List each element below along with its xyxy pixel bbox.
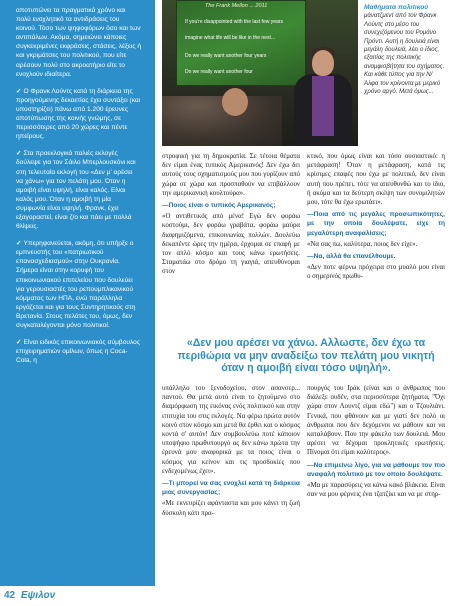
magazine-name: Εψιλον — [20, 590, 56, 601]
paragraph: στροφική για τη δημοκρατία. Σε τέτοια θέματα δεν είμαι ένας τυπικός Αμερικανός! Δεν έχω δει αυτούς τους σχηματισμούς μου που γυρίζουν από χώρα σε χώρα και προσπαθούν να επιβάλλουν την αμερικανική κουλτούρα». — [162, 153, 300, 197]
paragraph: υπάλληλο του ξενοδοχείου, στον ασανσερ... παντού. Θα μετά αυτό είναι το ζητούμενο στο διαμόρφωση της εικόνας ενός πολιτικού και στην επιτυχία του στις εκλογές. Να φέρω πρώτα αυτόν κοινό στον κόσμο και μετά θα έρθει και ο κόσμος κοντά σ' αυτόν! Δεν συμβουλεύω ποτέ κάποιον υποψήφιο πρωθυπουργό ας δεν κάνω πρώτα την έρευνά μου αναφορικά με τα ποιος είναι ο κόσμος για κείνον και τις προσδοκίες που ενδεχομένως έχει». — [162, 385, 300, 475]
paragraph: «Ο αντιθετικός από μένα! Εγώ δεν φοράω κοστούμι, δεν φοράω γραβάτα, φοράω μαύρα διαφημιζόμενα, επικοινωνίας πολλών. Δουλεύω δεκαπέντε ώρες την ημέρα, έρχομαι σε επαφή με τον απλό κόσμο και τους κάνω ερωτήσεις. Σταματάω στο δρόμο τη γιαγιά, απευθύνομαι στον — [162, 213, 300, 276]
paragraph: «Δεν ποτε φέρνω πρόχειρα στο μυαλό μου είναι ο σημερινός πρωθυ- — [307, 264, 445, 281]
paragraph: κτικό, που όμως είναι και τόσο ουσιαστικό: η μετάφραση! Όταν η μετάφραση, κατά τις κρίσιμες επαφές που έχω με πολιτικό, δεν είναι αυτή που πρέπει, τότε να απευθυνθώ και το ίδιο, ή ακόμα και τα δεύτερη σκέψη των συνομιλητών μου, τότε θα έχω ερωτάει». — [307, 153, 445, 207]
paragraph: «Μα με παρασύρεις να κάνω κακό βλάκεια. Είναι σαν να μου φέρνεις ένα τζατζίκι και να με στηρ- — [307, 482, 445, 499]
paragraph: «Με εκνευρίζει αφάνταστα και μου κάνει τη ζωή δύσκολη κάτι πρα- — [162, 500, 300, 517]
speaker-shirt — [312, 76, 334, 136]
check-icon: ✓ — [16, 150, 22, 158]
check-icon: ✓ — [16, 87, 22, 95]
sidebar-intro: αποτυπώνει τα πραγματικά χρόνο και πολύ ενοχλητικό τα αντιδράσεις του κοινού. Τόσο των ψηφοφόρων όσο και των αντιπάλων. Ακόμα, σημειώνει κάποιες συγκεκριμένες εκφράσεις, στάσεις, λέξεις ή και γκριμάτσες του πολιτικού, που είτε αρέσουν πολύ στο ακροατήριο είτε το ενοχλούν ιδιαίτερα. — [16, 7, 141, 78]
check-icon: ✓ — [16, 339, 22, 347]
paragraph: πουργός του Ιράκ (είναι και ο άνθρωπος που διάλεξε ουδέν, στα περισσότερα ζητήματα, "Όχι χώρα στον Λουντζ είμαι εδώ") και ο Τζουλιάνι. Γενικά, που φθάνουν και με γιατί δεν πολύ οι άνθρωποι που δεν δεχόμενοι να μάθουν και να καταλάβουν. Που την φάκελο των δουλειά. Μου αρέσει να δέχομαι προκλητικές ερωτήσεις. Πίνομαι ότι είμαι καλύτερος». — [307, 385, 445, 457]
caption-body: μάνατζμεντ από τον Φρανκ Λούντς στο μέσο του συνεχιζόμενου του Ρομάνο Πρόντι. Αυτή η δουλειά είναι μεγάλη δουλειά, λέει ο ίδιος, εξαιτίας της πολιτικής αναμφισβήτητα του σχήματος. Και κάθε τύπος για την Ν/ Άλφα τον κρίνοντα με μερικό χρόνο αργό. Μετά όμως... — [364, 12, 445, 96]
photo-caption — [364, 4, 448, 96]
interview-question: —Να, αλλά θα επανέλθουμε. — [307, 253, 396, 261]
body-column-2 — [307, 152, 445, 330]
body-column-4 — [307, 384, 445, 584]
paragraph: «Να σας πω, καλύτερα, ποιος δεν είχε». — [307, 240, 418, 248]
page-number: 42 — [4, 590, 16, 601]
interview-question: —Τι μπορεί να σας ενοχλεί κατά τη διάρκεια μιας συνεργασίας; — [162, 480, 300, 497]
interview-question: —Ποια από τις μεγάλες προσωπικότητες, με την οποία δουλέψατε, είχε τη μεγαλύτερη αναφαλίσεις; — [307, 211, 445, 237]
speaker-head — [312, 50, 334, 76]
screen-line: Do we really want another four years — [185, 53, 267, 59]
screen-line: If you're disappointed with the last few years — [185, 19, 283, 25]
screen-title: The Frank Mellon ... 2011 — [205, 3, 268, 9]
body-column-3 — [162, 384, 300, 584]
page-footer — [0, 590, 155, 606]
interview-question: —Ποιος είναι ο τυπικός Αμερικανός; — [162, 202, 276, 210]
body-column-1 — [162, 152, 300, 330]
sidebar-bullet: ✓ Στα προεκλογικά παλιές εκλογές δούλεψε για τον Σάιλο Μπερλουσκόνι και στη τελευταία εκλογή του «Δεν μ' αρέσει να χάνω» για τον πελάτη μου. Όταν η αμοιβή είναι υψηλή, είναι καλός. Είναι καλός μου. Όταν η αμοιβή τη μία συμφωνία είναι υψηλή. Φρανκ, έχει εξαγοραστεί, είναι ζ/ο και πάει με πολλά θλίψεις. — [16, 150, 136, 231]
sidebar-bullet: ✓ Υπερηφανεύεται, ακόμη, ότι υπήρξε ο εμπνευστής του «πατριωτικού επανασχεδιασμού» στην Ουκρανία. Σήμερα είναι στην κορυφή του επικοινωνιακού επιτελείου που δουλεύει για γερουσιαστές του ρεπουμπλικανικού κόμματος των ΗΠΑ, ενώ παράλληλα εργάζεται και για τους Συντηρητικούς στη Βρετανία. Στους πελάτες του, όμως, δεν συγκαταλέγονται μόνο πολιτικοί. — [16, 240, 136, 329]
pull-quote: «Δεν μου αρέσει να χάνω. Αλλωστε, δεν έχω τα περιθώρια να μην αναδείξω τον πελάτη μου νικητή όταν η αμοιβή είναι τόσο υψηλή». — [177, 337, 435, 375]
article-photo — [162, 0, 358, 146]
caption-title: Μαθήματα πολιτικού — [364, 4, 429, 11]
check-icon: ✓ — [16, 240, 22, 248]
screen-line: imagine what life will be like in the next... — [185, 35, 276, 41]
audience-head — [222, 88, 248, 116]
interview-question: —Να επιμείνω λίγο, για να μάθουμε τον πιο αναφαλή πολιτικό με τον οποίο δουλέψατε. — [307, 461, 445, 478]
sidebar-panel — [0, 0, 155, 586]
sidebar-bullet: ✓ Ο Φρανκ Λούντς κατά τη διάρκεια της προηγούμενης δεκαετίας έχει συντάξει (και υποστηρίζει) πάνω από 1.200 έρευνες αποτύπωσης της κοινής γνώμης, σε περισσότερες από 20 χώρες και πέντε ηπείρους. — [16, 87, 141, 141]
sidebar-bullet: ✓ Είναι ειδικός επικοινωνιακός σύμβουλος επιχειρηματιών ομίλων, όπως η Coca-Cola, η — [16, 339, 141, 365]
screen-line: Do we really want another four — [185, 69, 253, 75]
presentation-screen — [176, 0, 306, 86]
